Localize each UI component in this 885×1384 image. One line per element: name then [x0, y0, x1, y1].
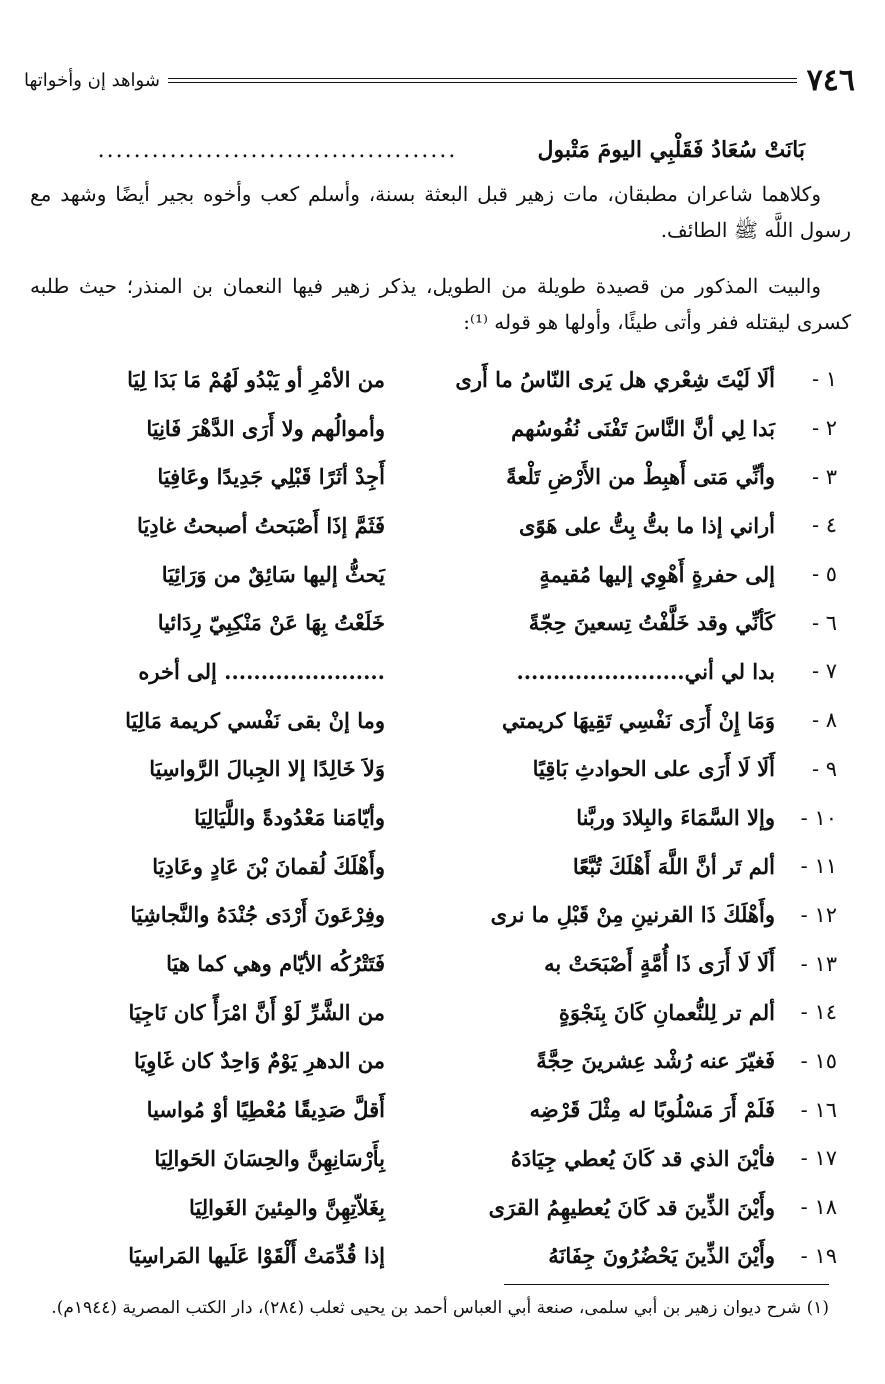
verse-second-hemistich: فَثَمَّ إذَا أَصْبَحتُ أصبحتُ غادِيَا: [137, 512, 385, 538]
verse-second-hemistich: ...................... إلى أخره: [138, 658, 385, 684]
verse-first-hemistich: أَلَا لَا أَرَى على الحوادثِ بَاقِيًا: [532, 756, 775, 782]
verse-first-hemistich: وأَيْنَ الذِّينَ يَحْضُرُونَ جِفَانَهُ: [548, 1243, 775, 1269]
verse-second-hemistich: خَلَعْتُ بِهَا عَنْ مَنْكِبِيّ رِدَائيا: [157, 610, 385, 636]
verse-first-hemistich: ألَا لَيْتَ شِعْري هل يَرى النّاسُ ما أَرى: [455, 366, 775, 392]
verse-first-hemistich: وأَيْنَ الذِّينَ قد كَانَ يُعطيهِمُ القرَى: [488, 1194, 775, 1220]
verse-number: ١٠ -: [800, 805, 837, 830]
verse-first-hemistich: إلى حفرةٍ أَهْوِي إليها مُقيمةٍ: [539, 561, 775, 587]
verse-number: ١٨ -: [800, 1195, 837, 1220]
verse-row: [60, 1134, 837, 1183]
verse-number: ٩ -: [811, 756, 837, 781]
verse-number: ٤ -: [811, 513, 837, 538]
opening-verse: [80, 130, 805, 170]
page-header: [24, 60, 855, 100]
verse-first-hemistich: بَدا لِي أنَّ النَّاسَ تَفْنَى نُفُوسُهم: [511, 415, 775, 441]
verse-second-hemistich: وما إنْ بقى نَفْسي كريمة مَالِيَا: [125, 707, 385, 733]
verse-second-hemistich: وَلاَ خَالِدًا إلا الجِبالَ الرَّواسِيَا: [149, 756, 385, 782]
verse-first-hemistich: ألم تَر أنَّ اللَّهَ أَهْلَكَ تُبَّعًا: [572, 853, 775, 879]
running-title: شواهد إن وأخواتها: [24, 69, 160, 91]
verse-row: [60, 1085, 837, 1134]
prose-paragraph-2: والبيت المذكور من قصيدة طويلة من الطويل، يذكر زهير فيها النعمان بن المنذر؛ حيث طلبه كسرى ليقتله ففر وأتى طيئًا، وأولها هو قوله ⁽¹⁾:: [30, 274, 851, 334]
verse-number: ١٩ -: [800, 1243, 837, 1268]
verse-number: ١٥ -: [800, 1048, 837, 1073]
verse-number: ١ -: [811, 367, 837, 392]
verse-first-hemistich: كَأنِّي وقد خَلَّفْتُ تِسعينَ حِجّةً: [528, 610, 775, 636]
verse-row: [60, 1183, 837, 1232]
verse-number: ١٤ -: [800, 1000, 837, 1025]
verse-row: [60, 501, 837, 550]
verse-number: ٧ -: [811, 659, 837, 684]
verse-second-hemistich: وأَهْلَكَ لُقمانَ بْنَ عَادٍ وعَادِيَا: [152, 853, 385, 879]
verse-first-hemistich: وإلا السَّمَاءَ والبِلادَ وربَّنا: [576, 805, 775, 831]
verse-number: ١٧ -: [800, 1146, 837, 1171]
verse-first-hemistich: ألم تر لِلنُّعمانِ كَانَ بِنَجْوَةٍ: [558, 999, 775, 1025]
verse-number: ١٦ -: [800, 1097, 837, 1122]
verse-first-hemistich: وأَهْلَكَ ذَا القرنينِ مِنْ قَبْلِ ما نرى: [490, 902, 775, 928]
verse-second-hemistich: بِأَرْسَانِهِنَّ والحِسَانَ الحَوالِيَا: [154, 1145, 385, 1171]
verse-second-hemistich: وأيّامَنا مَعْدُودةً واللَّيَالِيَا: [194, 805, 385, 831]
verse-number: ٦ -: [811, 610, 837, 635]
verse-row: [60, 745, 837, 794]
verse-second-hemistich: من الأمْرِ أو يَبْدُو لَهُمْ مَا بَدَا لِيَا: [127, 366, 385, 392]
verse-first-hemistich: فأيْنَ الذي قد كَانَ يُعطي جِيَادَهُ: [510, 1145, 775, 1171]
verse-row: [60, 355, 837, 404]
verse-second-hemistich: من الدهرِ يَوْمٌ وَاحِدٌ كان غَاوِيَا: [134, 1048, 385, 1074]
verse-second-hemistich: وفِرْعَونَ أَرْدَى جُنْدَهُ والنَّجاشِيَا: [130, 902, 385, 928]
footnote-rule: [504, 1284, 829, 1285]
verse-row: [60, 1037, 837, 1086]
verse-row: [60, 1231, 837, 1280]
verse-number: ١١ -: [800, 854, 837, 879]
verse-row: [60, 598, 837, 647]
verse-row: [60, 404, 837, 453]
opening-second-hemistich: ........................................: [97, 137, 458, 163]
verse-second-hemistich: إذا قُدِّمَتْ أَلْقَوْا عَلَيها المَراسِيَا: [128, 1243, 385, 1269]
verse-second-hemistich: بِغَلاّتِهِنَّ والمِئينَ الغَوالِيَا: [189, 1194, 385, 1220]
verse-first-hemistich: أراني إذا ما بتُّ بِتُّ على هَوًى: [519, 512, 775, 538]
opening-first-hemistich: بَانَتْ سُعَادُ فَقَلْبِي اليومَ مَتْبول: [537, 137, 805, 163]
verse-row: [60, 939, 837, 988]
verse-second-hemistich: فَتَتْرُكُه الأيّام وهي كما هيَا: [166, 951, 385, 977]
verse-number: ١٣ -: [800, 951, 837, 976]
verse-row: [60, 647, 837, 696]
verse-row: [60, 550, 837, 599]
verse-row: [60, 988, 837, 1037]
verse-first-hemistich: فَغيّرَ عنه رُشْد عِشرينَ حِجَّةً: [536, 1048, 775, 1074]
verse-number: ٥ -: [811, 562, 837, 587]
verse-row: [60, 452, 837, 501]
verse-row: [60, 793, 837, 842]
verse-row: [60, 696, 837, 745]
verse-second-hemistich: وأموالُهم ولا أَرَى الدَّهْرَ فَانِيَا: [146, 415, 385, 441]
verse-second-hemistich: أَقلَّ صَدِيقًا مُعْطِيًا أوْ مُواسيا: [146, 1097, 385, 1123]
page-number: ٧٤٦: [806, 62, 855, 98]
verse-number: ٣ -: [811, 464, 837, 489]
verse-first-hemistich: وَمَا إِنْ أَرَى نَفْسِي تَقِيهَا كريمتي: [501, 707, 775, 733]
footnote: (١) شرح ديوان زهير بن أبي سلمى، صنعة أبي العباس أحمد بن يحيى ثعلب (٢٨٤)، دار الكتب المصرية (١٩٤٤م).: [51, 1298, 829, 1318]
header-rule: [168, 78, 797, 83]
verse-second-hemistich: أَجِدْ أثَرًا قَبْلِي جَدِيدًا وعَافِيَا: [157, 464, 385, 490]
verse-number: ١٢ -: [800, 902, 837, 927]
verse-number: ٨ -: [811, 708, 837, 733]
verse-row: [60, 842, 837, 891]
verse-first-hemistich: فَلَمْ أَرَ مَسْلُوبًا له مِثْلَ قَرْضِه: [529, 1097, 775, 1123]
verse-first-hemistich: أَلَا لَا أَرَى ذَا أُمَّةٍ أَصْبَحَتْ به: [544, 951, 775, 977]
verse-row: [60, 891, 837, 940]
verse-second-hemistich: يَحثُّ إليها سَائِقٌ من وَرَائِيَا: [161, 561, 385, 587]
verse-second-hemistich: من الشَّرِّ لَوْ أَنَّ امْرَأً كان نَاجِيَا: [128, 999, 385, 1025]
verse-first-hemistich: بدا لي أني.......................: [516, 658, 775, 684]
verse-first-hemistich: وأنِّي مَتى أَهبِطْ من الأَرْضِ تَلْعةً: [506, 464, 775, 490]
poem: [60, 355, 837, 1280]
verse-number: ٢ -: [811, 416, 837, 441]
prose-paragraph-1: وكلاهما شاعران مطبقان، مات زهير قبل البعثة بسنة، وأسلم كعب وأخوه بجير أيضًا وشهد مع رسول اللَّه ﷺ الطائف.: [30, 182, 851, 242]
